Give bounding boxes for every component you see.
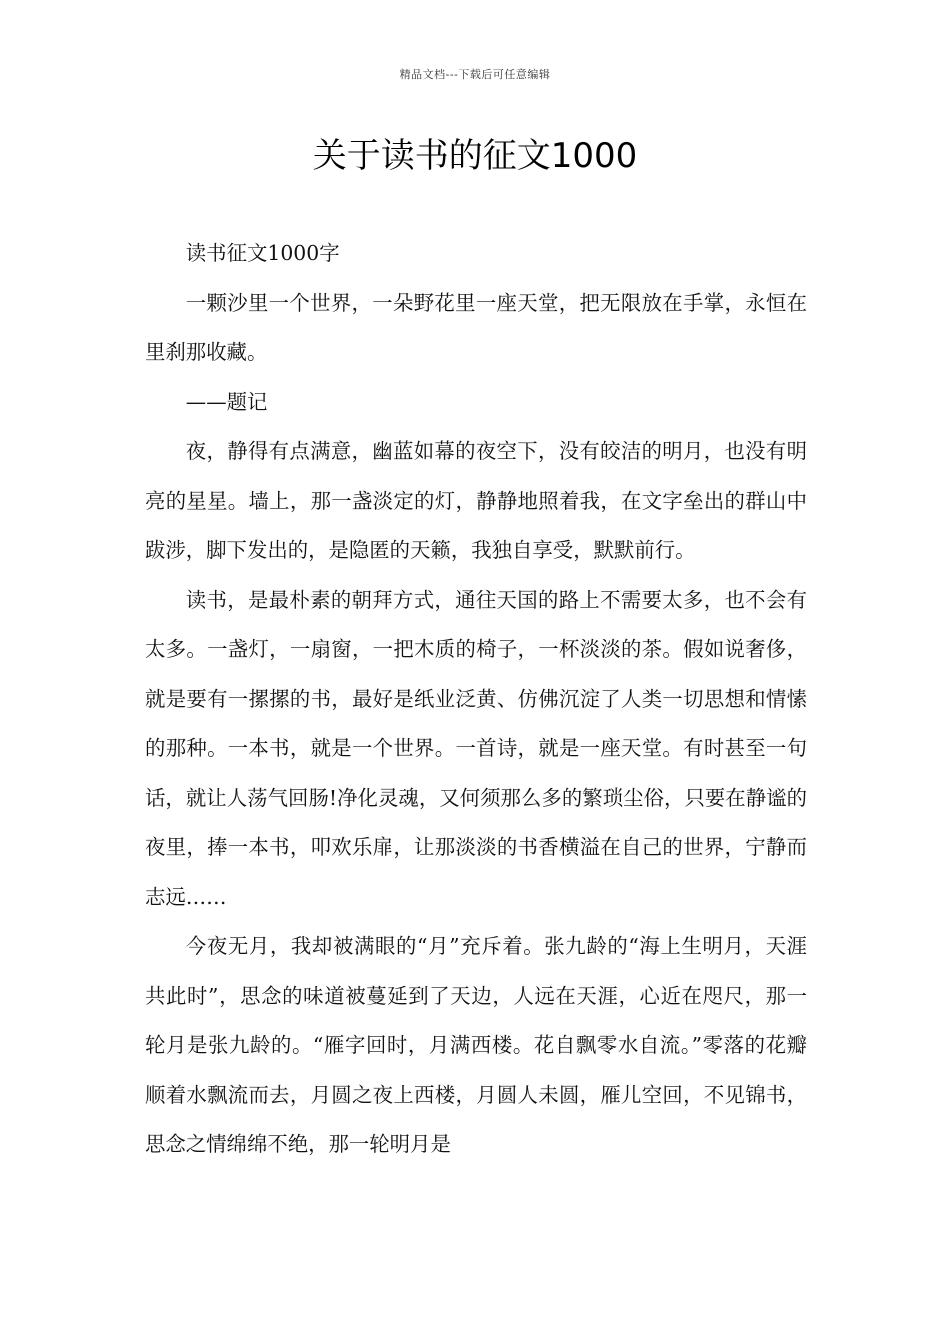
subtitle-paragraph: 读书征文1000字	[185, 241, 340, 265]
body-paragraph: 夜，静得有点满意，幽蓝如幕的夜空下，没有皎洁的明月，也没有明亮的星星。墙上，那一盏淡定的灯，静静地照着我，在文字垒出的群山中跋涉，脚下发出的，是隐匿的天籁，我独自享受，默默前行。	[145, 439, 807, 562]
document-body	[145, 229, 807, 1170]
body-paragraph: 读书，是最朴素的朝拜方式，通往天国的路上不需要太多，也不会有太多。一盏灯，一扇窗，一把木质的椅子，一杯淡淡的茶。假如说奢侈，就是要有一摞摞的书，最好是纸业泛黄、仿佛沉淀了人类一切思想和情愫的那种。一本书，就是一个世界。一首诗，就是一座天堂。有时甚至一句话，就让人荡气回肠!净化灵魂，又何须那么多的繁琐尘俗，只要在静谧的夜里，捧一本书，叩欢乐扉，让那淡淡的书香横溢在自己的世界，宁静而志远……	[145, 587, 807, 909]
document-title: 关于读书的征文1000	[312, 136, 638, 176]
header-note: 精品文档---下载后可任意编辑	[399, 68, 551, 81]
epigraph-paragraph: 一颗沙里一个世界，一朵野花里一座天堂，把无限放在手掌，永恒在里刹那收藏。	[145, 290, 807, 364]
epigraph-attribution: ——题记	[185, 389, 268, 414]
body-paragraph: 今夜无月，我却被满眼的“月”充斥着。张九龄的“海上生明月，天涯共此时”，思念的味道被蔓延到了天边，人远在天涯，心近在咫尺，那一轮月是张九龄的。“雁字回时，月满西楼。花自飘零水自流。”零落的花瓣顺着水飘流而去，月圆之夜上西楼，月圆人未圆，雁儿空回，不见锦书，思念之情绵绵不绝，那一轮明月是	[145, 934, 807, 1156]
